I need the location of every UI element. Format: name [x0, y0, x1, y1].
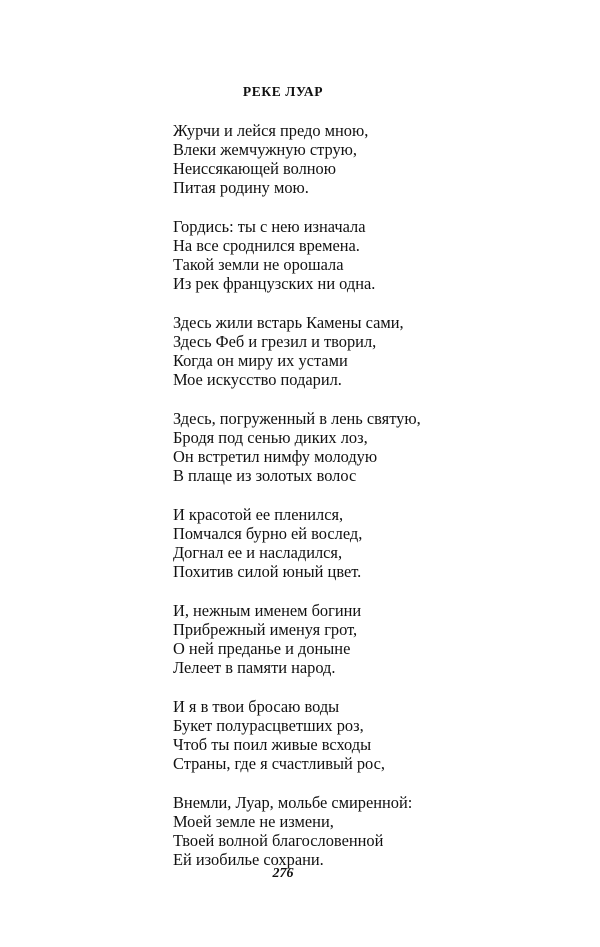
poem-line: Такой земли не орошала	[173, 255, 344, 274]
poem-line: И я в твои бросаю воды	[173, 697, 340, 716]
poem-line: Моей земле не измени,	[173, 812, 334, 831]
poem-line: Страны, где я счастливый рос,	[173, 754, 386, 773]
stanza	[173, 697, 553, 773]
poem-line: Букет полурасцветших роз,	[173, 716, 364, 735]
stanza	[173, 793, 553, 869]
poem-body	[173, 121, 553, 869]
poem-line: И красотой ее пленился,	[173, 505, 344, 524]
poem-line: Здесь, погруженный в лень святую,	[173, 409, 421, 428]
poem-line: Внемли, Луар, мольбе смиренной:	[173, 793, 413, 812]
poem-line: Гордись: ты с нею изначала	[173, 217, 366, 236]
poem-line: На все сроднился времена.	[173, 236, 360, 255]
poem-line: Чтоб ты поил живые всходы	[173, 735, 372, 754]
stanza	[173, 121, 553, 197]
poem-line: Из рек французских ни одна.	[173, 274, 376, 293]
stanza	[173, 217, 553, 293]
poem-line: Лелеет в памяти народ.	[173, 658, 336, 677]
poem-line: Питая родину мою.	[173, 178, 309, 197]
page-number: 276	[272, 866, 294, 881]
poem-line: Помчался бурно ей вослед,	[173, 524, 363, 543]
poem-line: Прибрежный именуя грот,	[173, 620, 358, 639]
stanza	[173, 313, 553, 389]
poem-line: Когда он миру их устами	[173, 351, 348, 370]
poem-line: О ней преданье и доныне	[173, 639, 351, 658]
poem-title: РЕКЕ ЛУАР	[242, 84, 324, 99]
stanza	[173, 601, 553, 677]
poem-line: Неиссякающей волною	[173, 159, 336, 178]
poem-line: Похитив силой юный цвет.	[173, 562, 362, 581]
poem-line: Журчи и лейся предо мною,	[173, 121, 369, 140]
poem-line: Бродя под сенью диких лоз,	[173, 428, 368, 447]
poem-line: Твоей волной благословенной	[173, 831, 384, 850]
poem-line: Догнал ее и насладился,	[173, 543, 343, 562]
stanza	[173, 409, 553, 485]
poem-line: Мое искусство подарил.	[173, 370, 342, 389]
poem-line: Он встретил нимфу молодую	[173, 447, 378, 466]
stanza	[173, 505, 553, 581]
poem-line: Здесь Феб и грезил и творил,	[173, 332, 377, 351]
poem-line: Ей изобилье сохрани.	[173, 850, 324, 869]
poem-line: И, нежным именем богини	[173, 601, 362, 620]
poem-line: Здесь жили встарь Камены сами,	[173, 313, 404, 332]
poem-line: Влеки жемчужную струю,	[173, 140, 357, 159]
poem-line: В плаще из золотых волос	[173, 466, 357, 485]
